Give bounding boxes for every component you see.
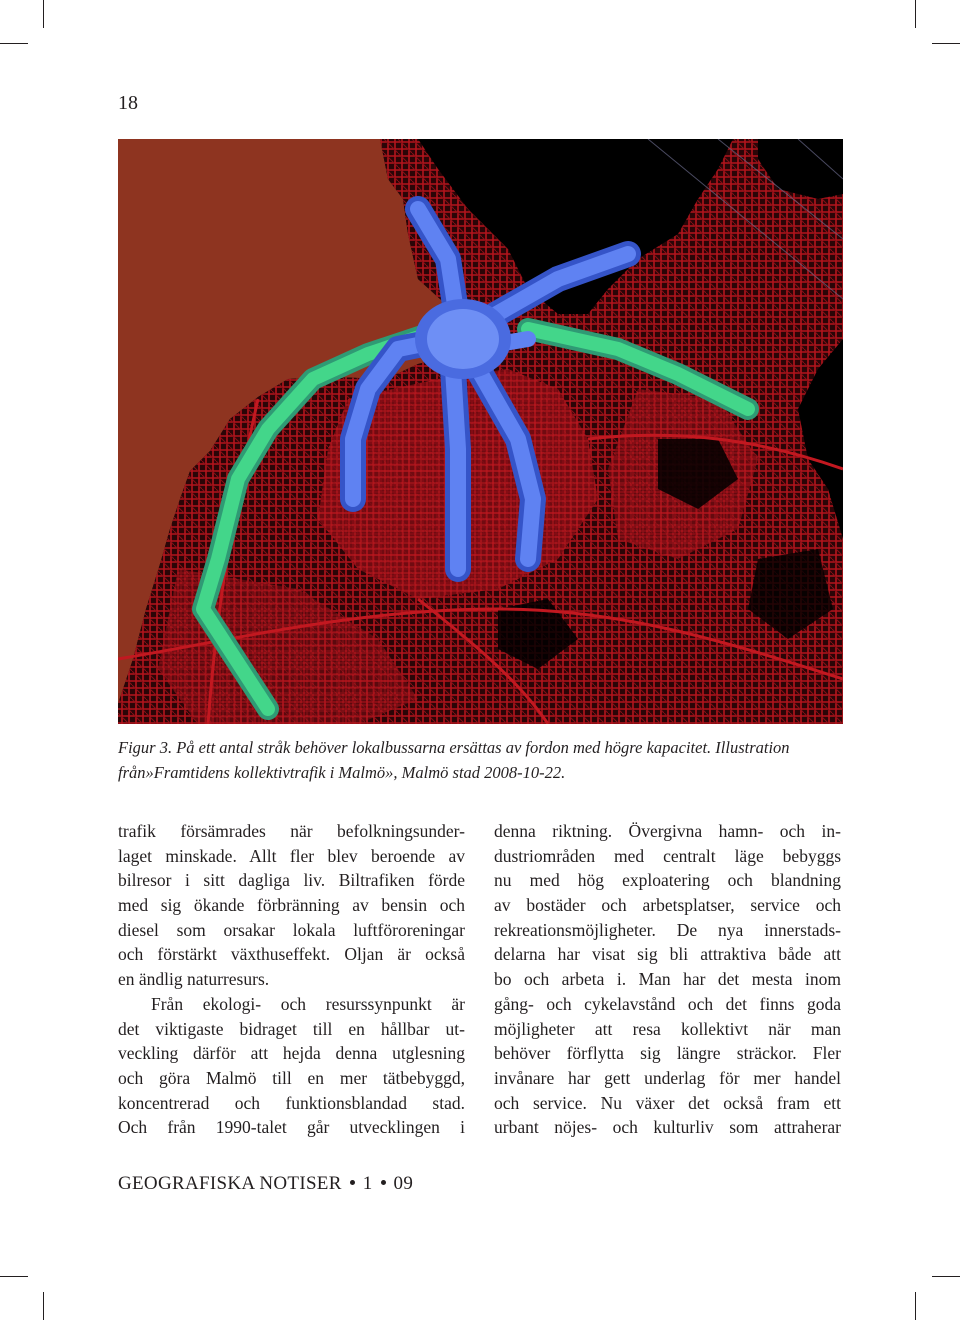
text-line: det viktigaste bidraget till en hållbar ut-: [118, 1018, 465, 1039]
caption-line: från»Framtidens kollektivtrafik i Malmö», Malmö stad 2008-10-22.: [118, 762, 566, 782]
text-line: dustriområden med centralt läge bebyggs: [494, 845, 841, 866]
bus-corridor-south: [453, 369, 458, 569]
text-line: trafik försämrades när befolkningsunder-: [118, 821, 465, 841]
issue-number: 1: [362, 1173, 373, 1194]
crop-mark: [0, 1276, 28, 1277]
text-column-left: [118, 819, 465, 1140]
text-line: laget minskade. Allt fler blev beroende av: [118, 845, 465, 866]
text-line: Och från 1990-talet går utvecklingen i: [118, 1117, 465, 1138]
figure-caption: [118, 737, 848, 786]
page-number: 18: [118, 92, 138, 114]
malmo-transit-map: [118, 139, 843, 724]
crop-mark: [0, 43, 28, 44]
crop-mark: [915, 0, 916, 28]
crop-mark: [932, 1276, 960, 1277]
text-line: en ändlig naturresurs.: [118, 969, 270, 990]
running-footer: [118, 1173, 413, 1195]
separator-dot: [350, 1180, 355, 1185]
text-line: denna riktning. Övergivna hamn- och in-: [494, 821, 841, 841]
text-line: möjligheter att resa kollektivt när man: [494, 1018, 841, 1039]
issue-year: 09: [393, 1173, 414, 1194]
text-line: behöver förflytta sig längre sträckor. Fler: [494, 1043, 841, 1064]
text-line: veckling därför att hejda denna utglesning: [118, 1043, 465, 1064]
text-line: delarna har visat sig bli attraktiva både att: [494, 944, 841, 965]
text-line: nu med hög exploatering och blandning: [494, 870, 841, 891]
separator-dot: [381, 1180, 386, 1185]
text-line: koncentrerad och funktionsblandad stad.: [118, 1092, 465, 1113]
city-center-hub: [427, 309, 499, 369]
text-line: och service. Nu växer det också fram ett: [494, 1092, 841, 1113]
text-line: av bostäder och arbetsplatser, service och: [494, 895, 841, 916]
caption-line: Figur 3. På ett antal stråk behöver lokalbussarna ersättas av fordon med högre kapacitet. Illustration: [118, 738, 790, 757]
transit-map-figure: [118, 139, 843, 724]
journal-title: GEOGRAFISKA NOTISER: [118, 1173, 342, 1194]
text-line: gång- och cykelavstånd och det finns goda: [494, 993, 841, 1014]
text-line: bilresor i sitt dagliga liv. Biltrafiken förde: [118, 870, 465, 891]
text-line: och förstärkt växthuseffekt. Oljan är också: [118, 944, 465, 965]
text-line: urbant nöjes- och kulturliv som attraherar: [494, 1117, 841, 1138]
text-line: bo och arbeta i. Man har det mesta inom: [494, 969, 841, 990]
text-line: rekreationsmöjligheter. De nya innerstads-: [494, 919, 841, 940]
text-line: diesel som orsakar lokala luftföroreningar: [118, 919, 465, 940]
crop-mark: [932, 43, 960, 44]
crop-mark: [43, 1292, 44, 1320]
text-column-right: [494, 819, 841, 1140]
crop-mark: [915, 1292, 916, 1320]
text-line: Från ekologi- och resurssynpunkt är: [151, 993, 465, 1014]
text-line: invånare har gett underlag för mer handel: [494, 1067, 841, 1088]
text-line: och göra Malmö till en mer tätbebyggd,: [118, 1067, 465, 1088]
text-line: med sig ökande förbränning av bensin och: [118, 895, 465, 916]
crop-mark: [43, 0, 44, 28]
